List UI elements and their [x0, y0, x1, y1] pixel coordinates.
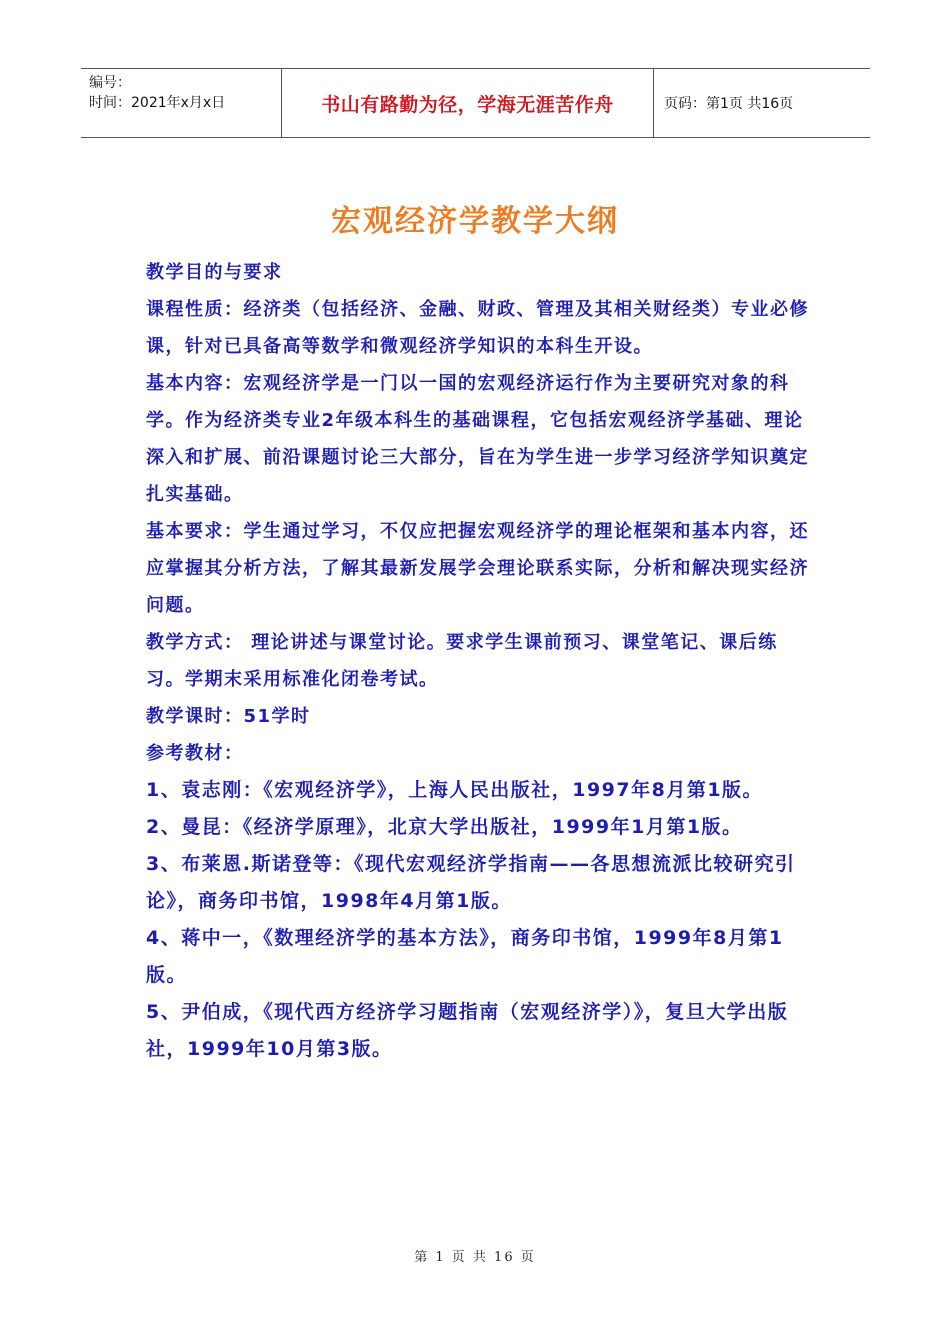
- document-body: [146, 254, 811, 1068]
- section-heading-objectives: 教学目的与要求: [146, 262, 283, 283]
- header-page-info: 页码：第1页 共16页: [664, 96, 794, 112]
- reference-item: 4、蒋中一，《数理经济学的基本方法》，商务印书馆，1999年8月第1版。: [146, 927, 784, 986]
- reference-item: 1、袁志刚：《宏观经济学》，上海人民出版社，1997年8月第1版。: [146, 779, 764, 801]
- paragraph-teaching-hours: 教学课时：51学时: [146, 706, 311, 727]
- paragraph-basic-requirements: 基本要求：学生通过学习，不仅应把握宏观经济学的理论框架和基本内容，还应掌握其分析方法，了解其最新发展学会理论联系实际，分析和解决现实经济问题。: [146, 521, 809, 616]
- reference-item: 2、曼昆：《经济学原理》，北京大学出版社，1999年1月第1版。: [146, 816, 743, 838]
- paragraph-basic-content: 基本内容：宏观经济学是一门以一国的宏观经济运行作为主要研究对象的科学。作为经济类专业2年级本科生的基础课程，它包括宏观经济学基础、理论深入和扩展、前沿课题讨论三大部分，旨在为学生进一步学习经济学知识奠定扎实基础。: [146, 373, 809, 505]
- header-meta: [81, 69, 281, 137]
- reference-item: 5、尹伯成，《现代西方经济学习题指南（宏观经济学）》，复旦大学出版社，1999年10月第3版。: [146, 1001, 789, 1060]
- paragraph-course-nature: 课程性质：经济类（包括经济、金融、财政、管理及其相关财经类）专业必修课，针对已具备高等数学和微观经济学知识的本科生开设。: [146, 299, 809, 357]
- section-heading-references: 参考教材：: [146, 743, 244, 764]
- header-motto: 书山有路勤为径，学海无涯苦作舟: [281, 69, 654, 137]
- page-footer: 第 1 页 共 16 页: [414, 1250, 536, 1265]
- header-table: [81, 68, 870, 138]
- reference-item: 3、布莱恩.斯诺登等：《现代宏观经济学指南——各思想流派比较研究引论》，商务印书馆，1998年4月第1版。: [146, 853, 796, 912]
- document-title: 宏观经济学教学大纲: [331, 204, 619, 239]
- document-time-label: 时间：2021年x月x日: [89, 95, 226, 111]
- paragraph-teaching-method: 教学方式： 理论讲述与课堂讨论。要求学生课前预习、课堂笔记、课后练习。学期末采用标准化闭卷考试。: [146, 632, 778, 690]
- document-number-label: 编号：: [89, 75, 131, 91]
